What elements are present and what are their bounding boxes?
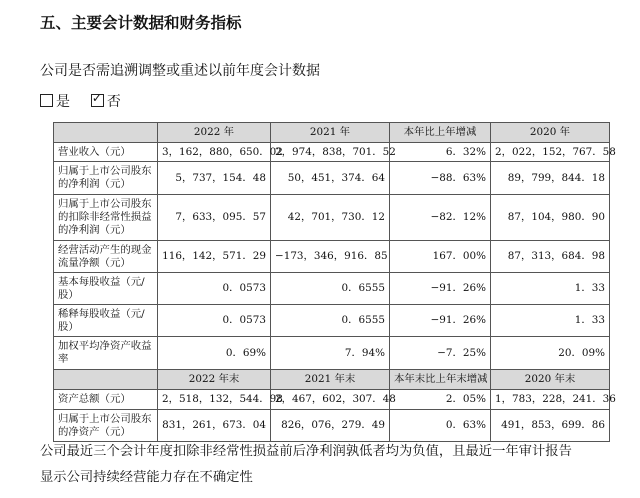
- footer-line-1: 公司最近三个会计年度扣除非经常性损益前后净利润孰低者均为负值，且最近一年审计报告: [40, 444, 572, 459]
- value-cell: 7，633，095．57: [158, 195, 271, 241]
- value-cell: 116，142，571．29: [158, 241, 271, 273]
- column-header: 本年比上年增减: [390, 123, 491, 143]
- row-label: 加权平均净资产收益率: [54, 337, 158, 370]
- value-cell: 5，737，154．48: [158, 162, 271, 195]
- table-row: [54, 337, 610, 370]
- table-row: [54, 195, 610, 241]
- change-cell: −82．12%: [390, 195, 491, 241]
- value-cell: −173，346，916．85: [271, 241, 390, 273]
- row-label: 基本每股收益（元/股）: [54, 273, 158, 305]
- change-cell: 6．32%: [390, 143, 491, 162]
- table-header-row: [54, 123, 610, 143]
- value-cell: 87，313，684．98: [491, 241, 610, 273]
- value-cell: 3，162，880，650．02: [158, 143, 271, 162]
- restatement-choice: [40, 91, 121, 111]
- change-cell: −88．63%: [390, 162, 491, 195]
- value-cell: 491，853，699．86: [491, 410, 610, 442]
- value-cell: 1，783，228，241．36: [491, 390, 610, 410]
- value-cell: 50，451，374．64: [271, 162, 390, 195]
- value-cell: 2，974，838，701．52: [271, 143, 390, 162]
- table-row: [54, 241, 610, 273]
- value-cell: 0．0573: [158, 273, 271, 305]
- table-row: [54, 390, 610, 410]
- value-cell: 1．33: [491, 305, 610, 337]
- table-row: [54, 410, 610, 442]
- table-row: [54, 305, 610, 337]
- value-cell: 0．69%: [158, 337, 271, 370]
- header-blank-cell: [54, 370, 158, 390]
- value-cell: 2，467，602，307．48: [271, 390, 390, 410]
- column-header: 本年末比上年末增减: [390, 370, 491, 390]
- row-label: 资产总额（元）: [54, 390, 158, 410]
- value-cell: 0．0573: [158, 305, 271, 337]
- value-cell: 42，701，730．12: [271, 195, 390, 241]
- row-label: 稀释每股收益（元/股）: [54, 305, 158, 337]
- table-row: [54, 273, 610, 305]
- row-label: 营业收入（元）: [54, 143, 158, 162]
- footer-line-2: 显示公司持续经营能力存在不确定性: [40, 470, 253, 485]
- column-header: 2020 年: [491, 123, 610, 143]
- column-header: 2021 年: [271, 123, 390, 143]
- value-cell: 0．6555: [271, 273, 390, 305]
- value-cell: 0．6555: [271, 305, 390, 337]
- change-cell: 0．63%: [390, 410, 491, 442]
- value-cell: 7．94%: [271, 337, 390, 370]
- value-cell: 831，261，673．04: [158, 410, 271, 442]
- value-cell: 826，076，279．49: [271, 410, 390, 442]
- value-cell: 89，799，844．18: [491, 162, 610, 195]
- header-blank-cell: [54, 123, 158, 143]
- option-no-label: 否: [106, 94, 121, 110]
- value-cell: 1．33: [491, 273, 610, 305]
- column-header: 2021 年末: [271, 370, 390, 390]
- restatement-question: 公司是否需追溯调整或重述以前年度会计数据: [40, 63, 320, 79]
- row-label: 归属于上市公司股东的净利润（元）: [54, 162, 158, 195]
- section-heading: 五、主要会计数据和财务指标: [40, 14, 242, 32]
- value-cell: 2，518，132，544．98: [158, 390, 271, 410]
- column-header: 2020 年末: [491, 370, 610, 390]
- row-label: 归属于上市公司股东的扣除非经常性损益的净利润（元）: [54, 195, 158, 241]
- column-header: 2022 年: [158, 123, 271, 143]
- change-cell: −7．25%: [390, 337, 491, 370]
- change-cell: 167．00%: [390, 241, 491, 273]
- change-cell: −91．26%: [390, 273, 491, 305]
- row-label: 经营活动产生的现金流量净额（元）: [54, 241, 158, 273]
- financial-data-table: [53, 122, 616, 442]
- checkbox-no-checked[interactable]: [91, 94, 104, 107]
- change-cell: 2．05%: [390, 390, 491, 410]
- table-header-row: [54, 370, 610, 390]
- change-cell: −91．26%: [390, 305, 491, 337]
- value-cell: 87，104，980．90: [491, 195, 610, 241]
- column-header: 2022 年末: [158, 370, 271, 390]
- value-cell: 2，022，152，767．58: [491, 143, 610, 162]
- table-row: [54, 143, 610, 162]
- value-cell: 20．09%: [491, 337, 610, 370]
- table-row: [54, 162, 610, 195]
- row-label: 归属于上市公司股东的净资产（元）: [54, 410, 158, 442]
- option-yes-label: 是: [56, 94, 70, 110]
- checkbox-yes[interactable]: [40, 94, 53, 107]
